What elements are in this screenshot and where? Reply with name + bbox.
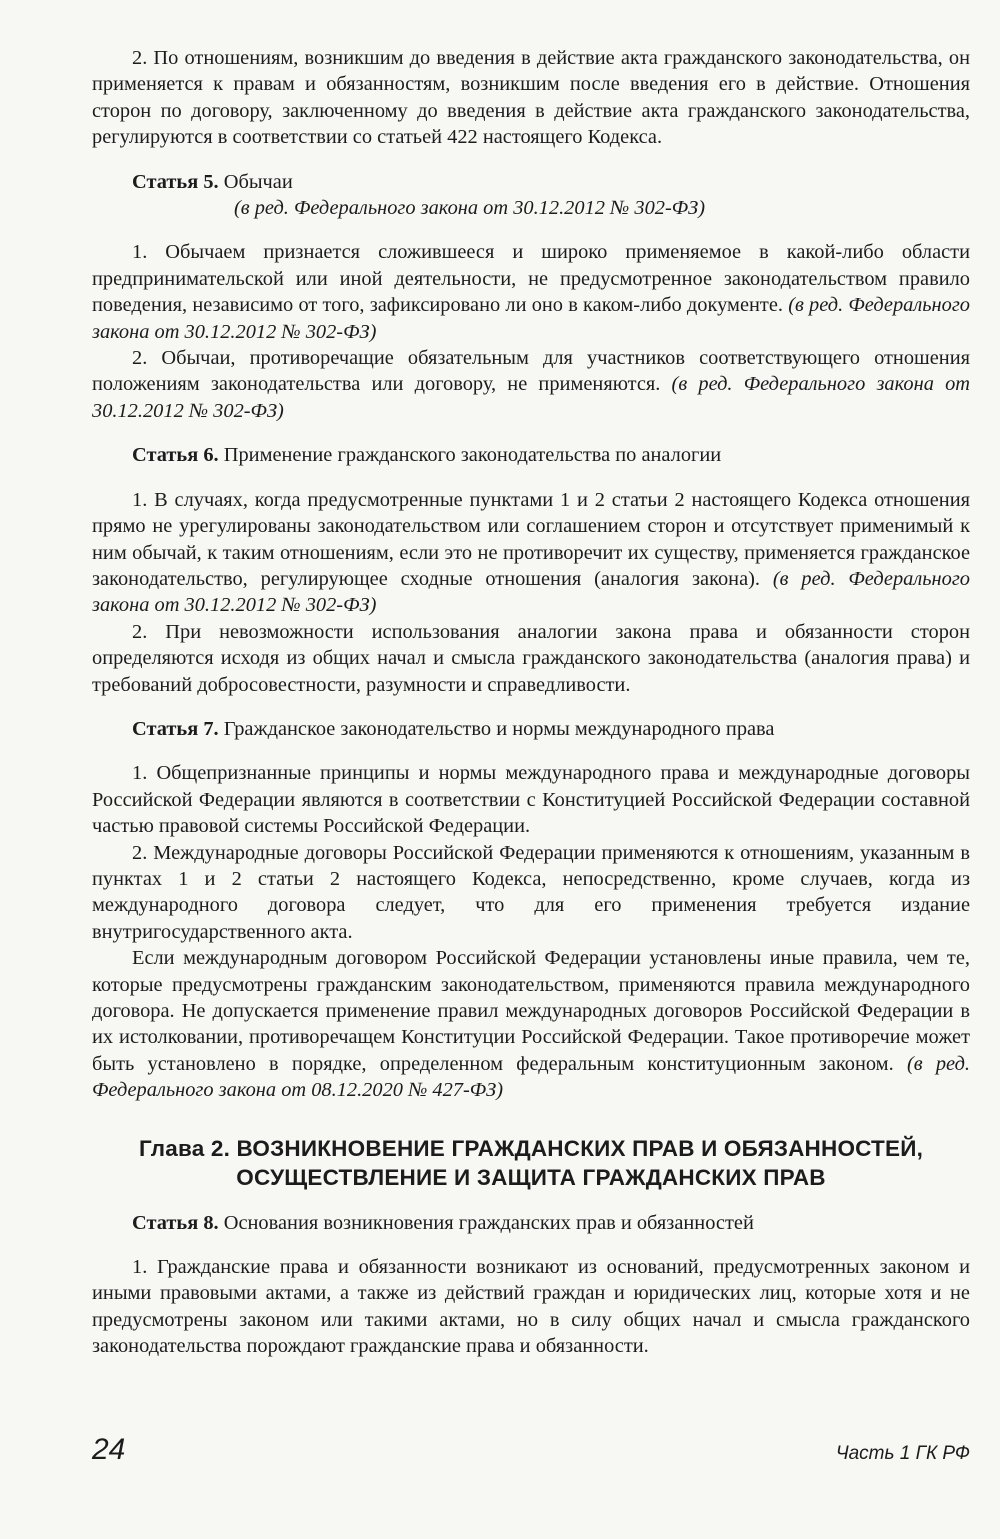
article-6-paragraph-1	[92, 487, 970, 619]
chapter-2-heading-line-1: Глава 2. ВОЗНИКНОВЕНИЕ ГРАЖДАНСКИХ ПРАВ И ОБЯЗАННОСТЕЙ,	[138, 1135, 924, 1161]
page-footer	[92, 1432, 970, 1472]
chapter-2-heading	[92, 1134, 970, 1192]
article-4-paragraph-2: 2. По отношениям, возникшим до введения в действие акта гражданского законодательства, он применяется к правам и обязанностям, возникшим после введения его в действие. Отношения сторон по договору, заключенному до введения в действие акта гражданского законодательства, регулируются в соответствии со статьей 422 настоящего Кодекса.	[92, 47, 970, 149]
article-8-heading	[92, 1210, 970, 1236]
article-5-paragraph-1-text: 1. Обычаем признается сложившееся и широко применяемое в какой-либо области предпринимательской или иной деятельности, не предусмотренное законодательством правило поведения, независимо от того, зафиксировано ли оно в каком-либо документе.	[92, 241, 970, 317]
article-6-paragraph-2: 2. При невозможности использования аналогии закона права и обязанности сторон определяются исходя из общих начал и смысла гражданского законодательства (аналогия права) и требований добросовестности, разумности и справедливости.	[92, 620, 970, 696]
article-5-paragraph-2	[92, 345, 970, 424]
article-8-label: Статья 8.	[132, 1211, 219, 1234]
chapter-2-heading-line-2: ОСУЩЕСТВЛЕНИЕ И ЗАЩИТА ГРАЖДАНСКИХ ПРАВ	[236, 1164, 826, 1190]
article-7-heading	[92, 716, 970, 742]
page-number: 24	[92, 1433, 126, 1466]
article-5-edition-note: (в ред. Федерального закона от 30.12.2012 № 302-ФЗ)	[234, 197, 706, 220]
article-5-paragraph-1-edition: (в ред. Федерального закона от 30.12.2012 № 302-ФЗ)	[92, 294, 970, 343]
article-7-title: Гражданское законодательство и нормы международного права	[223, 717, 775, 740]
article-7-paragraph-3-text: Если международным договором Российской Федерации установлены иные правила, чем те, которые предусмотрены гражданским законодательством, применяются правила международного договора. Не допускается применение правил международных договоров Российской Федерации в их истолковании, противоречащем Конституции Российской Федерации. Такое противоречие может быть установлено в порядке, определенном федеральным конституционным законом.	[92, 947, 970, 1075]
article-5-paragraph-2-text: 2. Обычаи, противоречащие обязательным для участников соответствующего отношения положениям законодательства или договору, не применяются.	[92, 347, 970, 396]
article-7-paragraph-3-edition: (в ред. Федерального закона от 08.12.2020 № 427-ФЗ)	[92, 1052, 970, 1102]
article-6-title: Применение гражданского законодательства по аналогии	[223, 444, 722, 467]
article-7-paragraph-1: 1. Общепризнанные принципы и нормы международного права и международные договоры Российской Федерации являются в соответствии с Конституцией Российской Федерации составной частью правовой системы Российской Федерации.	[92, 762, 970, 838]
page-body	[92, 45, 970, 1360]
article-7-label: Статья 7.	[132, 717, 219, 740]
article-8-paragraph-1: 1. Гражданские права и обязанности возникают из оснований, предусмотренных законом и иными правовыми актами, а также из действий граждан и юридических лиц, которые хотя и не предусмотрены законом или такими актами, но в силу общих начал и смысла гражданского законодательства порождают гражданские права и обязанности.	[92, 1256, 970, 1358]
article-6-label: Статья 6.	[132, 444, 219, 467]
running-title: Часть 1 ГК РФ	[835, 1443, 970, 1464]
article-8-title: Основания возникновения гражданских прав и обязанностей	[223, 1211, 754, 1234]
article-6-paragraph-1-text: 1. В случаях, когда предусмотренные пунктами 1 и 2 статьи 2 настоящего Кодекса отношения прямо не урегулированы законодательством или соглашением сторон и отсутствует применимый к ним обычай, к таким отношениям, если это не противоречит их существу, применяется гражданское законодательство, регулирующее сходные отношения (аналогия закона).	[92, 488, 970, 590]
article-5-paragraph-1	[92, 239, 970, 345]
article-6-heading	[92, 442, 970, 468]
article-7-paragraph-2: 2. Международные договоры Российской Федерации применяются к отношениям, указанным в пунктах 1 и 2 статьи 2 настоящего Кодекса, непосредственно, кроме случаев, когда из международного договора следует, что для его применения требуется издание внутригосударственного акта.	[92, 841, 970, 943]
article-7-paragraph-3	[92, 945, 970, 1103]
article-5-paragraph-2-edition: (в ред. Федерального закона от 30.12.2012 № 302-ФЗ)	[92, 373, 970, 422]
article-6-paragraph-1-edition: (в ред. Федерального закона от 30.12.2012 № 302-ФЗ)	[92, 567, 970, 617]
article-5-label: Статья 5.	[132, 170, 219, 193]
article-5-heading	[92, 169, 970, 195]
article-5-title: Обычаи	[223, 170, 293, 193]
